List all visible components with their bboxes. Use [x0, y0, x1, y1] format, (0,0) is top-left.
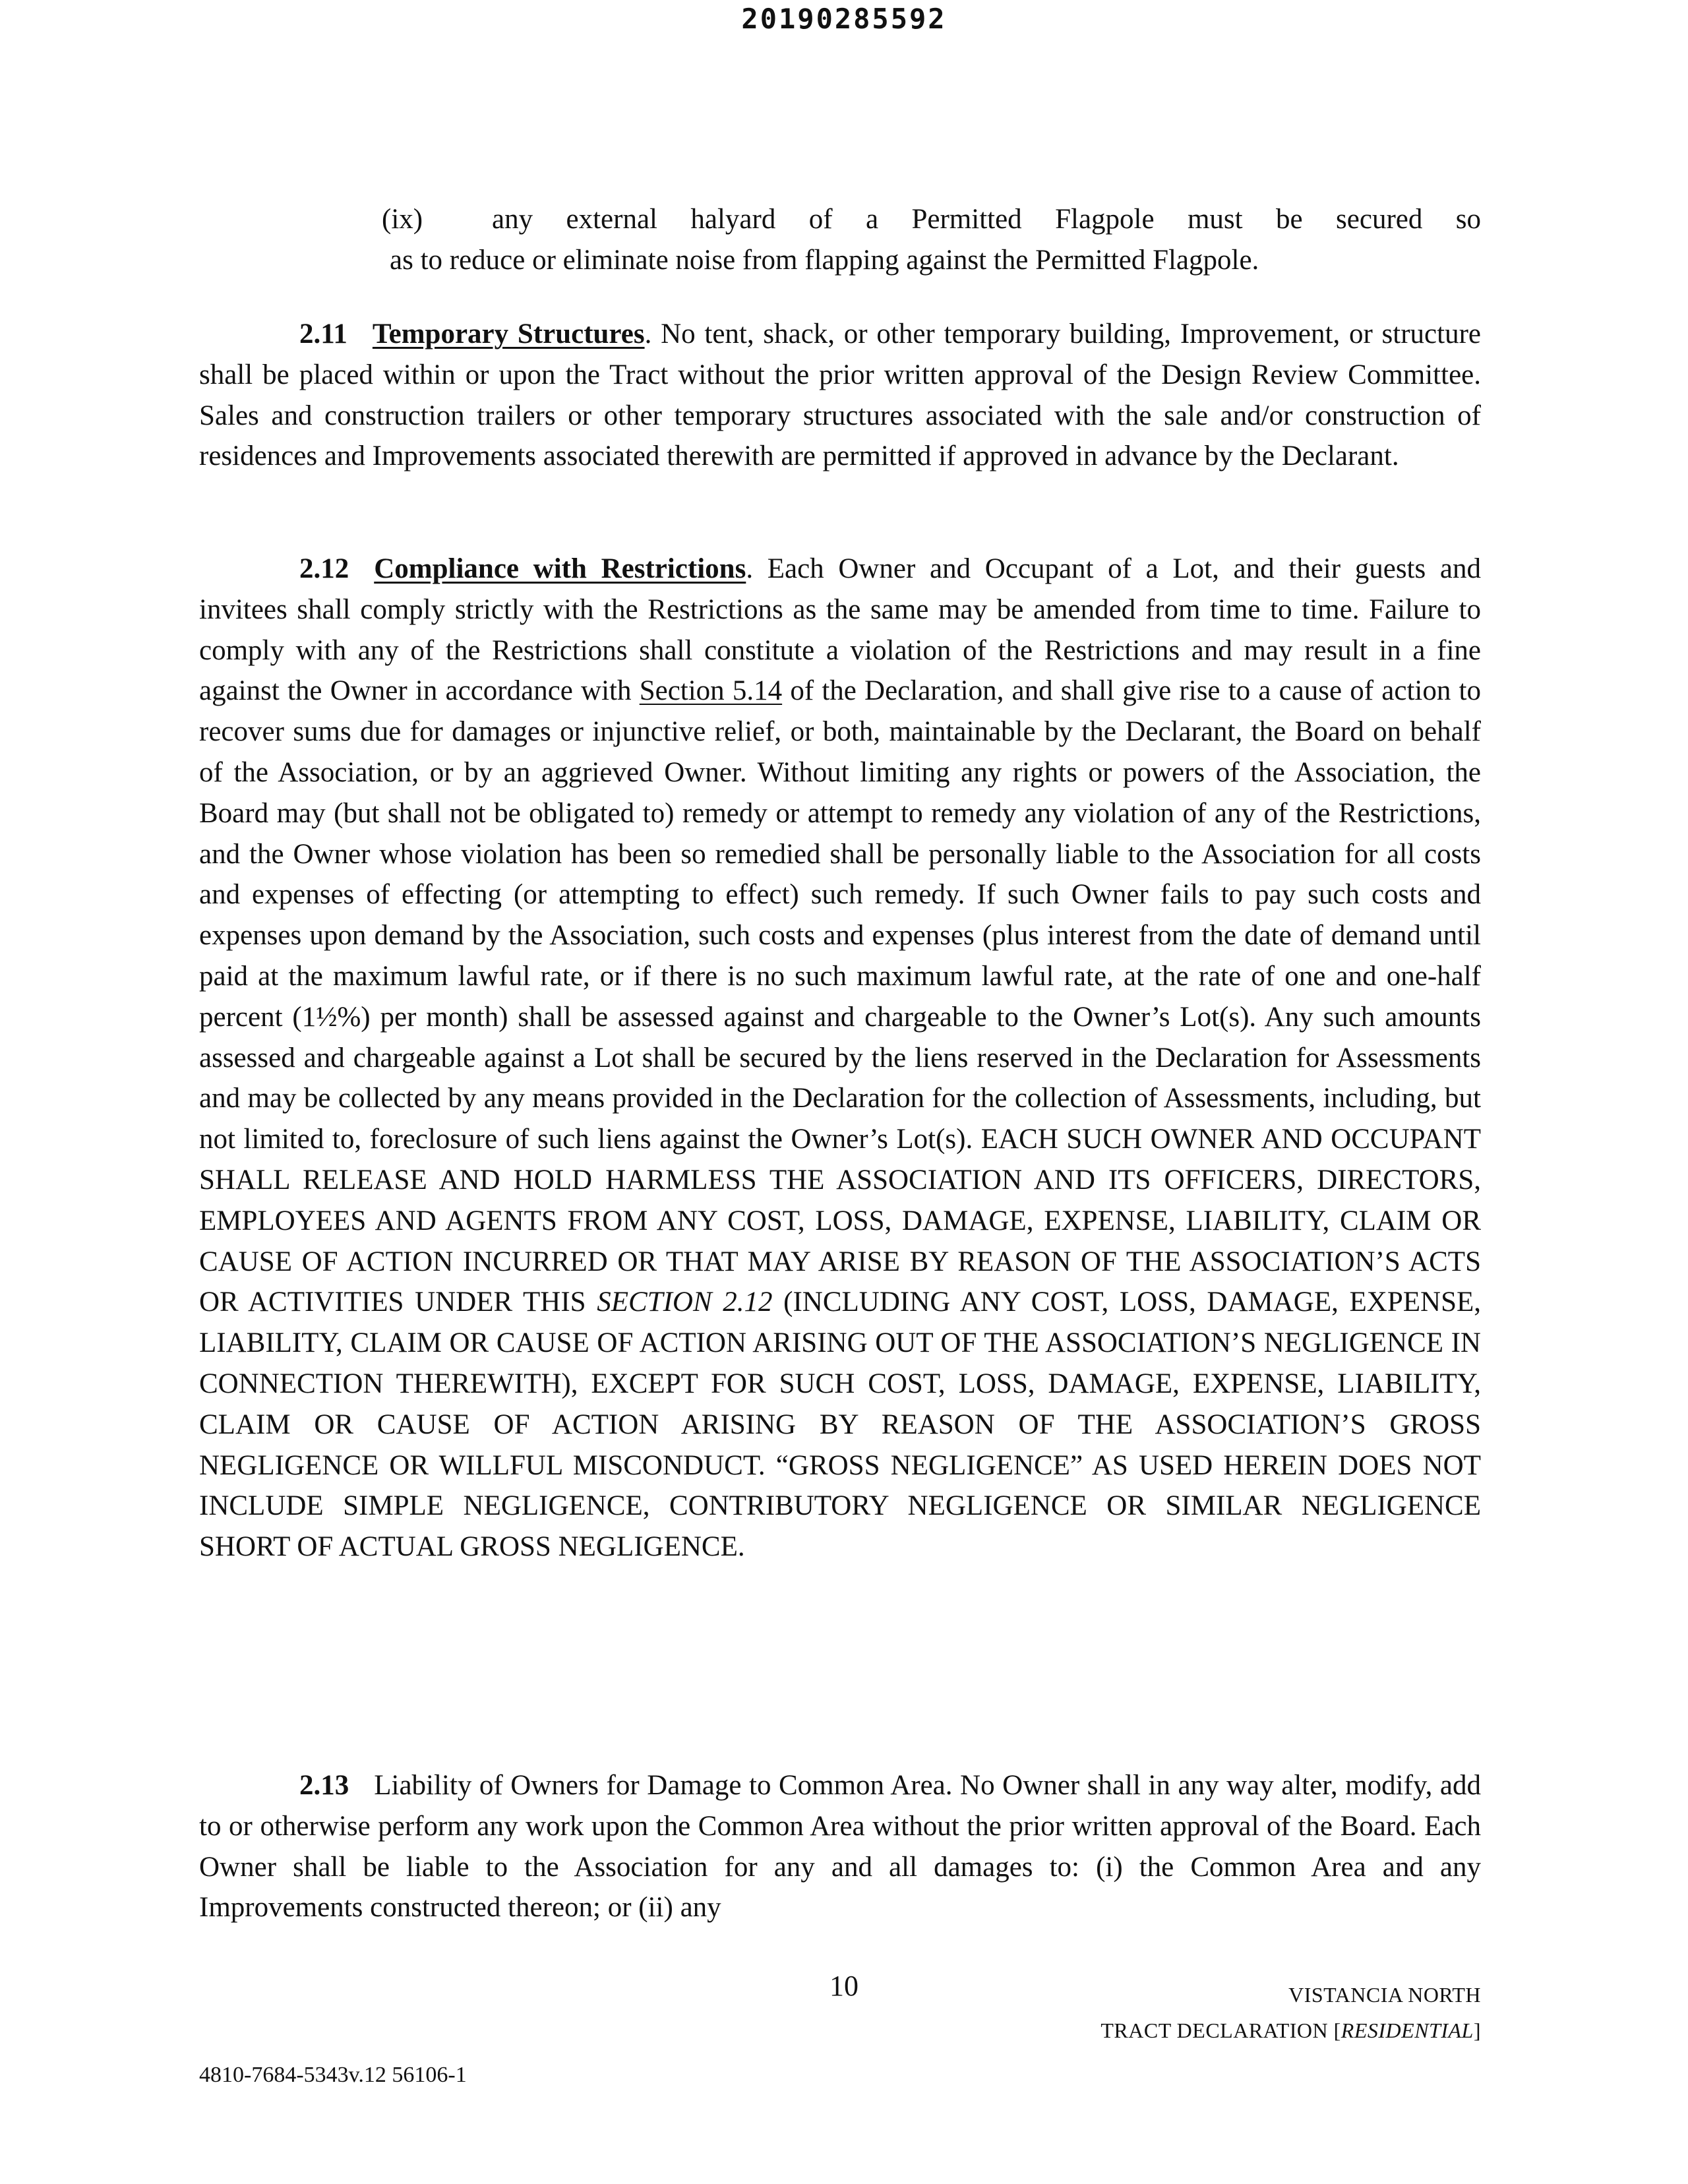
footer-document-id: 4810-7684-5343v.12 56106-1 [199, 2063, 467, 2087]
subparagraph-ix-line1: (ix) any external halyard of a Permitted Flagpole must be secured so [382, 204, 1481, 235]
footer-title-line2-suffix: ] [1473, 2018, 1481, 2042]
section-2-12-number: 2.12 [299, 553, 349, 584]
footer-document-title [1100, 1977, 1481, 2048]
section-5-14-reference: Section 5.14 [639, 675, 783, 707]
subparagraph-ix-text-line2: as to reduce or eliminate noise from flapping against the Permitted Flagpole. [390, 244, 1259, 276]
footer-title-line2-prefix: TRACT DECLARATION [ [1100, 2018, 1341, 2042]
section-2-12-title: Compliance with Restrictions [374, 553, 746, 584]
footer-title-line2-italic: RESIDENTIAL [1341, 2018, 1474, 2042]
section-2-12-text-b: of the Declaration, and shall give rise to a cause of action to recover sums due for damages or injunctive relief, or both, maintainable by the Declarant, the Board on behalf of the Association, or by an aggrieved Owner. Without limiting any rights or powers of the Association, the Board may (but shall not be obligated to) remedy or attempt to remedy any violation of any of the Restrictions, and the Owner whose violation has been so remedied shall be personally liable to the Association for all costs and expenses of effecting (or attempting to effect) such remedy. If such Owner fails to pay such costs and expenses upon demand by the Association, such costs and expenses (plus interest from the date of demand until paid at the maximum lawful rate, or if there is no such maximum lawful rate, at the rate of one and one-half percent (1½%) per month) shall be assessed against and chargeable to the Owner’s Lot(s). Any such amounts assessed and chargeable against a Lot shall be secured by the liens reserved in the Declaration for Assessments and may be collected by any means provided in the Declaration for the collection of Assessments, including, but not limited to, foreclosure of such liens against the Owner’s Lot(s). EACH SUCH OWNER AND OCCUPANT SHALL RELEASE AND HOLD HARMLESS THE ASSOCIATION AND ITS OFFICERS, DIRECTORS, EMPLOYEES AND AGENTS FROM ANY COST, LOSS, DAMAGE, EXPENSE, LIABILITY, CLAIM OR CAUSE OF ACTION INCURRED OR THAT MAY ARISE BY REASON OF THE ASSOCIATION’S ACTS OR ACTIVITIES UNDER THIS [199, 675, 1481, 1318]
section-2-13 [199, 1765, 1481, 1928]
subparagraph-ix-text-line1: any external halyard of a Permitted Flagpole must be secured so [492, 204, 1481, 235]
footer-title-line1: VISTANCIA NORTH [1288, 1983, 1481, 2007]
section-2-12 [199, 549, 1481, 1567]
section-2-12-text-c: (INCLUDING ANY COST, LOSS, DAMAGE, EXPENSE, LIABILITY, CLAIM OR CAUSE OF ACTION ARISING OUT OF THE ASSOCIATION’S NEGLIGENCE IN CONNECTION THEREWITH), EXCEPT FOR SUCH COST, LOSS, DAMAGE, EXPENSE, LIABILITY, CLAIM OR CAUSE OF ACTION ARISING BY REASON OF THE ASSOCIATION’S GROSS NEGLIGENCE OR WILLFUL MISCONDUCT. “GROSS NEGLIGENCE” AS USED HEREIN DOES NOT INCLUDE SIMPLE NEGLIGENCE, CONTRIBUTORY NEGLIGENCE OR SIMILAR NEGLIGENCE SHORT OF ACTUAL GROSS NEGLIGENCE. [199, 1287, 1481, 1563]
section-2-11 [199, 314, 1481, 477]
recording-number: 20190285592 [741, 3, 947, 35]
footer-title-line2 [1100, 2013, 1481, 2048]
section-2-13-number: 2.13 [299, 1770, 349, 1801]
section-2-11-title: Temporary Structures [372, 318, 645, 349]
subparagraph-ix [199, 199, 1481, 281]
section-2-11-text: . No tent, shack, or other temporary building, Improvement, or structure shall be placed within or upon the Tract without the prior written approval of the Design Review Committee. Sales and construction trailers or other temporary structures associated with the sale and/or construction of residences and Improvements associated therewith are permitted if approved in advance by the Declarant. [199, 318, 1481, 472]
section-2-12-text-a: . Each Owner and Occupant of a Lot, and their guests and invitees shall comply strictly with the Restrictions as the same may be amended from time to time. Failure to comply with any of the Restrictions shall constitute a violation of the Restrictions and may result in a fine against the Owner in accordance with [199, 553, 1481, 707]
section-2-13-text: Liability of Owners for Damage to Common Area. No Owner shall in any way alter, modify, add to or otherwise perform any work upon the Common Area without the prior written approval of the Board. Each Owner shall be liable to the Association for any and all damages to: (i) the Common Area and any Improvements constructed thereon; or (ii) any [199, 1770, 1481, 1924]
page-number: 10 [829, 1970, 859, 2002]
section-2-11-number: 2.11 [299, 318, 347, 349]
section-2-12-italic-reference: SECTION 2.12 [597, 1287, 773, 1318]
